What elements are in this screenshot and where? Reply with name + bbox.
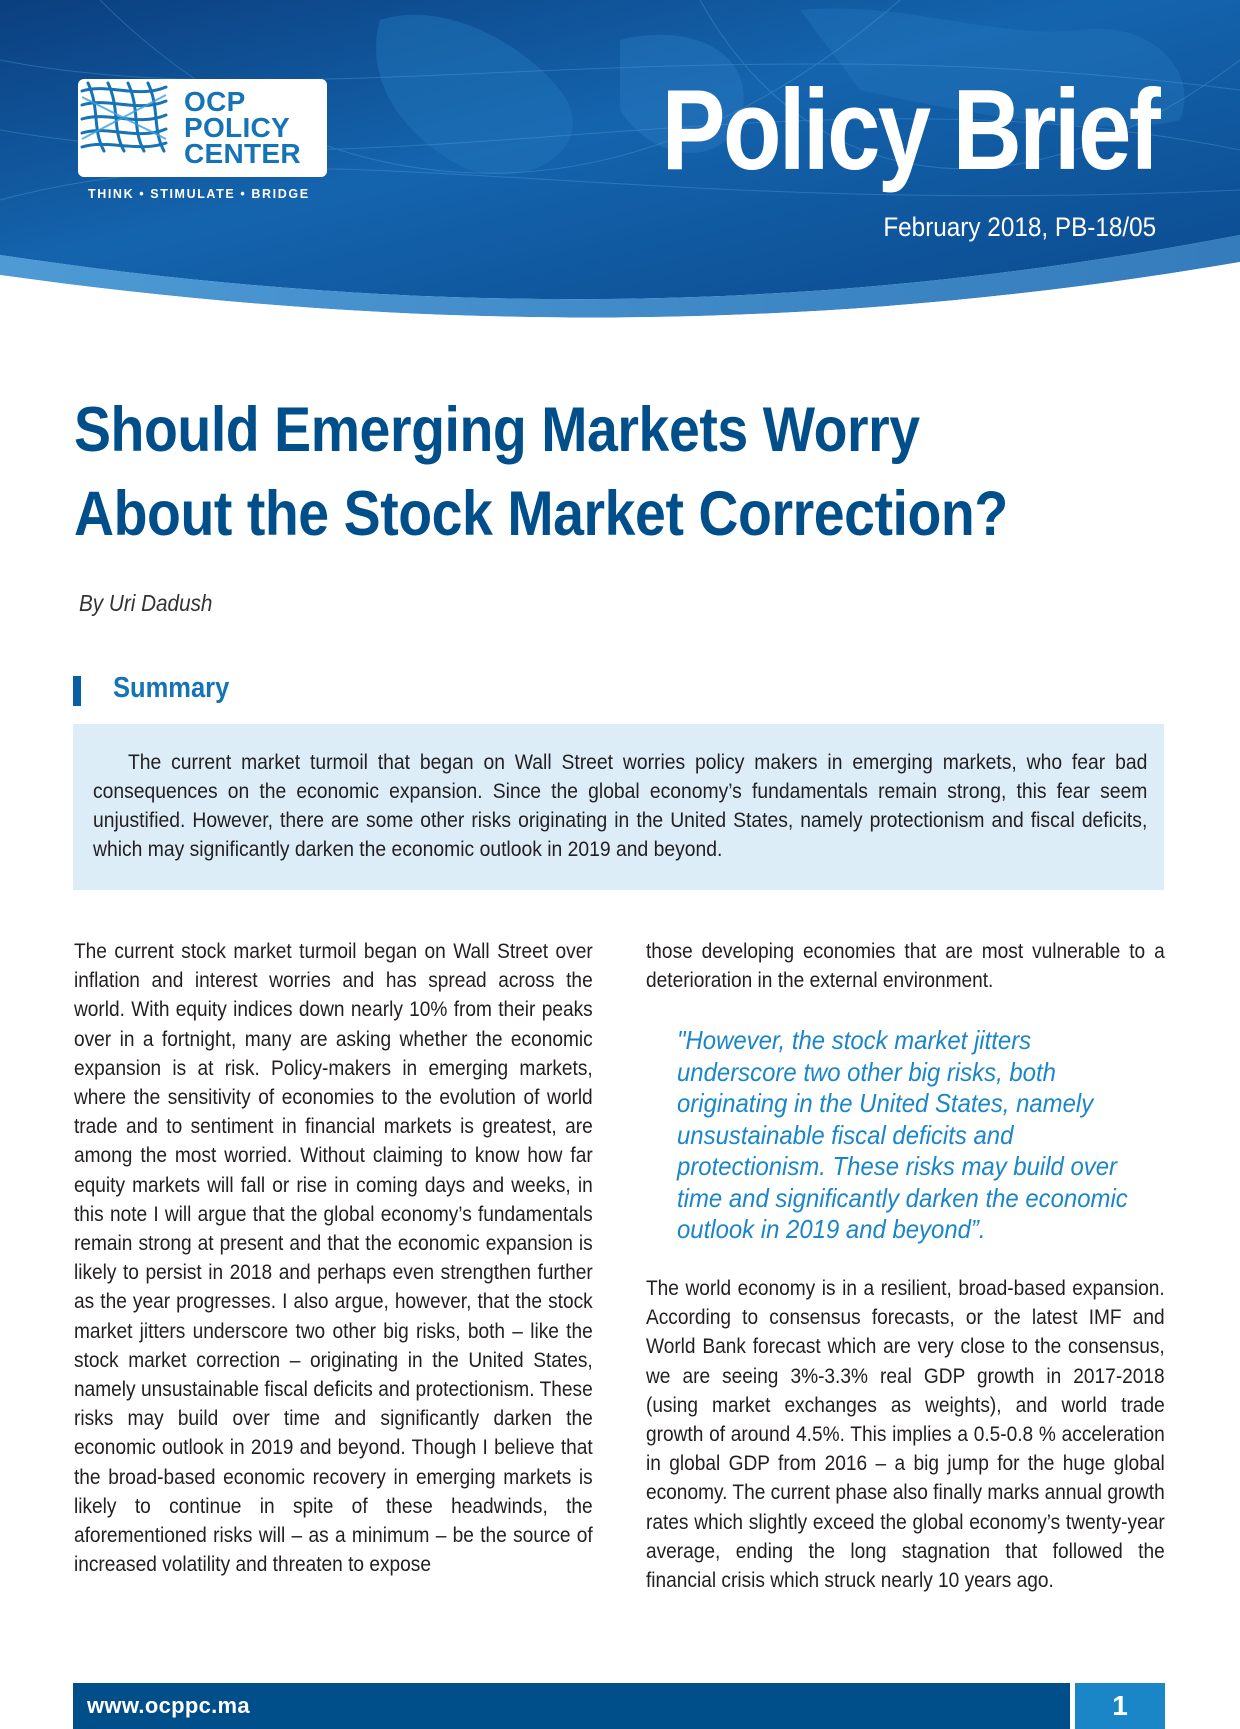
article-title-line-2: About the Stock Market Correction?: [74, 479, 1008, 549]
logo-tagline: THINK • STIMULATE • BRIDGE: [88, 187, 310, 201]
body-column-left: [74, 937, 593, 1579]
body-column-right: [646, 1274, 1165, 1595]
article-byline: By Uri Dadush: [79, 590, 213, 616]
logo-word-policy: POLICY: [184, 112, 291, 143]
logo-word-ocp: OCP: [184, 86, 246, 117]
footer-bar: [73, 1683, 1070, 1729]
body-paragraph: The current stock market turmoil began on Wall Street over inflation and interest worries and has spread across the world. With equity indices down nearly 10% from their peaks over in a fortnight, many are asking whether the economic expansion is at risk. Policy-makers in emerging markets, where the sensitivity of economies to the evolution of world trade and to sentiment in financial markets is greatest, are among the most worried. Without claiming to know how far equity markets will fall or rise in coming days and weeks, in this note I will argue that the global economy’s fundamentals remain strong at present and that the economic expansion is likely to persist in 2018 and perhaps even strengthen further as the year progresses. I also argue, however, that the stock market jitters underscore two other big risks, both – like the stock market correction – originating in the United States, namely unsustainable fiscal deficits and protectionism. These risks may build over time and significantly darken the economic outlook in 2019 and beyond. Though I believe that the broad-based economic recovery in emerging markets is likely to continue in spite of these headwinds, the aforementioned risks will – as a minimum – be the source of increased volatility and threaten to expose: [74, 940, 593, 1577]
header-banner: [0, 0, 1240, 340]
article-title: [74, 388, 1051, 556]
page-number: 1: [1112, 1690, 1128, 1721]
summary-text: The current market turmoil that began on Wall Street worries policy makers in emerging markets, who fear bad consequences on the economic expansion. Since the global economy’s fundamentals remain strong, this fear seem unjustified. However, there are some other risks originating in the United States, namely protectionism and fiscal deficits, which may significantly darken the economic outlook in 2019 and beyond.: [93, 751, 1148, 861]
logo-mesh-icon: [78, 79, 170, 153]
body-column-right-continuation: [646, 937, 1165, 995]
body-paragraph: The world economy is in a resilient, broad-based expansion. According to consensus forecasts, or the latest IMF and World Bank forecast which are very close to the consensus, we are seeing 3%-3.3% real GDP growth in 2017-2018 (using market exchanges as weights), and world trade growth of around 4.5%. This implies a 0.5-0.8 % acceleration in global GDP from 2016 – a big jump for the huge global economy. The current phase also finally marks annual growth rates which slightly exceed the global economy’s twenty-year average, ending the long stagnation that followed the financial crisis which struck nearly 10 years ago.: [646, 1277, 1165, 1593]
ocp-logo[interactable]: [78, 79, 327, 177]
pull-quote: "However, the stock market jitters underscore two other big risks, both originating in the United States, namely unsustainable fiscal deficits and protectionism. These risks may build over time and significantly darken the economic outlook in 2019 and beyond”.: [677, 1025, 1128, 1244]
footer-page-number-box: [1075, 1683, 1165, 1729]
publication-type-title: Policy Brief: [661, 67, 1158, 194]
article-title-line-1: Should Emerging Markets Worry: [74, 395, 920, 465]
summary-heading: Summary: [113, 672, 230, 704]
footer-website-link[interactable]: www.ocppc.ma: [87, 1693, 250, 1718]
logo-wordmark: [184, 86, 301, 169]
body-paragraph: those developing economies that are most vulnerable to a deterioration in the external environment.: [646, 940, 1165, 993]
summary-box: [73, 724, 1164, 890]
summary-marker: [73, 676, 81, 706]
logo-word-center: CENTER: [184, 138, 301, 169]
publication-date-reference: February 2018, PB-18/05: [883, 212, 1156, 242]
